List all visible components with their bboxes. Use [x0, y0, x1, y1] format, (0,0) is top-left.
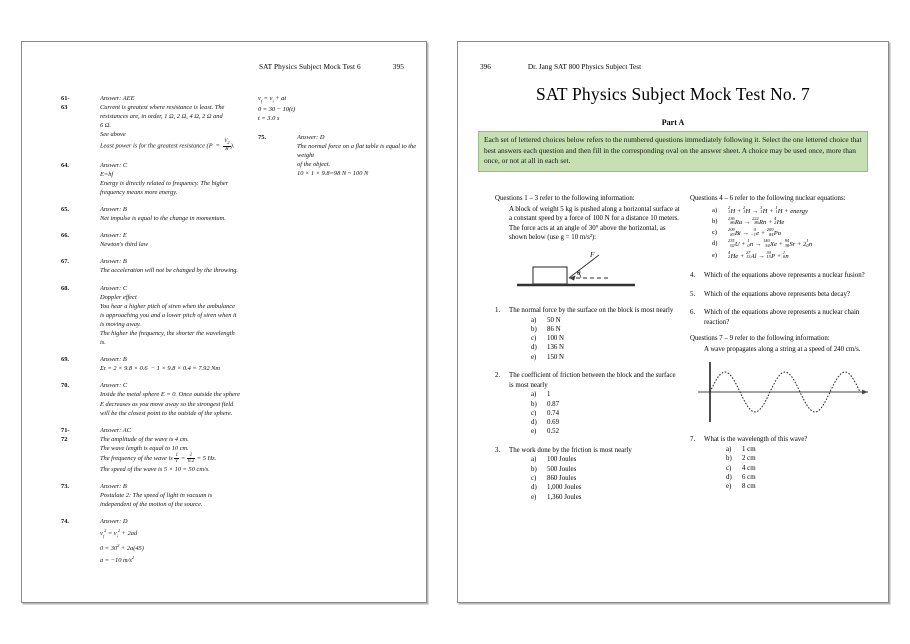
answer-line: a = −10 $m/s^2$ — [100, 555, 135, 565]
answer-line: Inside the metal sphere E = 0. Once outside the sphere — [100, 391, 240, 399]
choice-text: 1 — [547, 391, 551, 399]
choice-text: 0.74 — [547, 409, 560, 417]
answer-line: The higher the frequency, the shorter the wavelength — [100, 329, 235, 337]
svg-text:θ: θ — [577, 268, 581, 277]
answer-entry — [61, 94, 251, 153]
choice-text: 1 cm — [742, 446, 756, 454]
answer-line: The normal force on a flat table is equal to the weight — [297, 142, 418, 159]
answer-number: 74. — [61, 518, 69, 526]
choice-text: 100 Joules — [547, 456, 577, 464]
choice-item[interactable] — [531, 474, 681, 483]
answer-line: Doppler effect — [100, 293, 137, 301]
answer-line: will be the closest point to the outside of the sphere. — [100, 409, 233, 417]
mock-test-title: SAT Physics Subject Mock Test No. 7 — [536, 84, 810, 104]
answer-entry — [61, 284, 251, 348]
choice-list — [509, 390, 681, 436]
choice-letter: e) — [726, 483, 732, 491]
choice-letter: c) — [531, 409, 537, 417]
choice-letter: a) — [531, 391, 537, 399]
answer-line: The wave length is equal to 10 cm. — [100, 444, 189, 452]
equation-line: 0 = 30 − 10(t) — [258, 106, 296, 114]
choice-letter: a) — [531, 456, 537, 464]
choice-letter: e) — [531, 353, 537, 361]
question-item — [495, 446, 681, 502]
answer-entry — [61, 257, 251, 275]
choice-letter: b) — [726, 455, 732, 463]
questions-7-9-heading: Questions 7 – 9 refer to the following information: — [690, 335, 830, 343]
answer-entry — [61, 517, 251, 565]
question-number: 4. — [690, 271, 696, 279]
answer-line: Least power is for the greatest resistance (P = $\frac{V_2}{R}$ ). — [100, 138, 235, 153]
answer-line: Net impulse is equal to the change in momentum. — [100, 215, 226, 223]
left-answers-column-a — [61, 94, 251, 573]
question-item — [495, 306, 681, 362]
choice-text: 50 N — [547, 316, 561, 324]
choice-item[interactable] — [726, 464, 876, 473]
question-text: Which of the equations above represents a nuclear chain reaction? — [704, 309, 860, 326]
answer-number: 73. — [61, 483, 69, 491]
choice-text: 860 Joules — [547, 474, 577, 482]
choice-letter: d) — [531, 484, 537, 492]
answer-line: You hear a higher pitch of siren when the ambulance — [100, 302, 235, 310]
spacer — [690, 327, 876, 334]
equation-body: 4 2 He + 27 13 Al → 30 15 P + 1 0 n — [728, 249, 789, 260]
equation-letter: e) — [712, 251, 718, 259]
right-page-header — [480, 62, 641, 71]
nuclear-equation — [712, 217, 876, 228]
choice-item[interactable] — [531, 493, 681, 502]
spacer — [258, 124, 428, 133]
nuclear-equation — [712, 206, 876, 217]
right-page — [457, 41, 889, 603]
equation-body: 236 86 Ra → 222 86 Rn + 4 2 He — [728, 215, 785, 226]
choice-item[interactable] — [531, 390, 681, 399]
questions-4-6-heading: Questions 4 – 6 refer to the following nuclear equations: — [690, 195, 846, 202]
question-number: 7. — [690, 436, 696, 444]
right-page-number: 396 — [480, 62, 491, 71]
answer-number: 66. — [61, 232, 69, 240]
answer-line: The acceleration will not be changed by the throwing. — [100, 267, 239, 275]
choice-item[interactable] — [531, 400, 681, 409]
choice-item[interactable] — [726, 473, 876, 482]
choice-item[interactable] — [531, 418, 681, 427]
choice-letter: e) — [531, 428, 537, 436]
equation-body: 2 1 H + 2 1 H → 3 1 H + 1 1 H + energy — [728, 204, 808, 215]
question-number: 1. — [495, 306, 501, 314]
choice-letter: c) — [531, 335, 537, 343]
answer-line: E decreases as you move away so the strongest field — [100, 400, 234, 408]
answer-line: Answer: C — [100, 382, 128, 390]
sine-wave-graph — [690, 356, 876, 426]
choice-letter: d) — [531, 419, 537, 427]
choice-item[interactable] — [531, 353, 681, 362]
answer-number: 61- 63 — [61, 95, 70, 112]
question-text: What is the wavelength of this wave? — [704, 436, 808, 444]
choice-list — [509, 455, 681, 501]
answer-line: $0 = 30^2 + 2a(45)$ — [100, 542, 144, 553]
answer-line: Στ = 2 × 9.8 × 0.6 − 1 × 9.8 × 0.4 = 7.92 Nm — [100, 365, 221, 373]
answer-line: Answer: AC — [100, 426, 131, 434]
answer-number: 70. — [61, 382, 69, 390]
left-header-title: SAT Physics Subject Mock Test 6 — [258, 62, 361, 71]
equation-letter: c) — [712, 229, 718, 237]
answer-entry — [61, 482, 251, 509]
choice-item[interactable] — [531, 455, 681, 464]
choice-text: 1,360 Joules — [547, 493, 582, 501]
question-number: 5. — [690, 290, 696, 298]
choice-letter: c) — [726, 464, 732, 472]
answer-line: independent of the motion of the source. — [100, 501, 203, 509]
equation-line: t = 3.0 s — [258, 115, 280, 123]
answer-entry — [61, 381, 251, 417]
instructions-box: Each set of lettered choices below refers to the numbered questions immediately following it. Select the one lettered choice that best answers each question and then fill in the corresponding oval on the answer sheet. A choice may be used once, more than once, or not at all in each set. — [478, 131, 868, 172]
answer-entry — [61, 355, 251, 373]
question-text: Which of the equations above represents a nuclear fusion? — [704, 271, 865, 279]
part-label: Part A — [661, 118, 685, 127]
choice-item[interactable] — [531, 343, 681, 352]
answer-line: Newton's third law — [100, 241, 149, 249]
choice-item[interactable] — [531, 316, 681, 325]
choice-item[interactable] — [726, 445, 876, 454]
choice-list — [509, 316, 681, 362]
answer-line: is moving away. — [100, 320, 142, 328]
answer-line: Answer: C — [100, 284, 128, 292]
question-text: Which of the equations above represents beta decay? — [704, 290, 850, 298]
equation-letter: a) — [712, 206, 718, 214]
left-page-number: 395 — [392, 62, 404, 71]
answer-line: Current is greatest where resistance is least. The — [100, 104, 225, 112]
answer-entry — [61, 231, 251, 249]
answer-line: See above — [100, 131, 126, 139]
choice-text: 1,000 Joules — [547, 484, 582, 492]
equation-letter: d) — [712, 240, 718, 248]
right-page-columns — [458, 194, 888, 602]
choice-text: 100 N — [547, 335, 565, 343]
choice-letter: d) — [726, 473, 732, 481]
answer-number: 68. — [61, 284, 69, 292]
choice-text: 0.87 — [547, 400, 560, 408]
choice-text: 4 cm — [742, 464, 756, 472]
question-item — [690, 435, 876, 491]
answer-line: Postulate 2: The speed of light in vacuum is — [100, 492, 213, 500]
question-item — [495, 371, 681, 437]
answer-line: E=hf — [100, 170, 114, 178]
choice-item[interactable] — [726, 482, 876, 491]
book-title: Dr. Jang SAT 800 Physics Subject Test — [527, 62, 642, 71]
left-page — [21, 41, 427, 603]
question-item — [690, 271, 876, 281]
choice-letter: b) — [531, 400, 537, 408]
answer-number: 64. — [61, 161, 69, 169]
right-column-b — [690, 194, 876, 492]
questions-1-3-heading: Questions 1 – 3 refer to the following information: — [495, 195, 635, 202]
pre-equations — [258, 94, 428, 124]
answer-entry — [61, 205, 251, 223]
equation-body: 209 83 Bi → 0 −1 e + 209 84 Po — [728, 227, 782, 238]
choice-text: 8 cm — [742, 483, 756, 491]
answer-line: Answer: C — [100, 161, 128, 169]
choice-list — [704, 445, 876, 491]
choice-item[interactable] — [531, 334, 681, 343]
question-number: 6. — [690, 309, 696, 317]
choice-text: 0.69 — [547, 419, 560, 427]
answer-number: 69. — [61, 356, 69, 364]
answer-line: is approaching you and a lower pitch of siren when it — [100, 311, 237, 319]
choice-item[interactable] — [531, 483, 681, 492]
choice-letter: a) — [726, 446, 732, 454]
answer-line: Answer: D — [297, 133, 325, 141]
answer-line: The amplitude of the wave is 4 cm. — [100, 435, 189, 443]
nuclear-equation — [712, 239, 876, 250]
choice-item[interactable] — [531, 427, 681, 436]
answer-line: 6 Ω. — [100, 122, 112, 130]
choice-item[interactable] — [531, 465, 681, 474]
question-number: 2. — [495, 372, 501, 380]
choice-text: 2 cm — [742, 455, 756, 463]
choice-letter: e) — [531, 493, 537, 501]
answer-line: Energy is directly related to frequency. The higher — [100, 179, 229, 187]
answer-line: Answer: B — [100, 258, 127, 266]
answer-entry — [258, 133, 428, 178]
answer-entry — [61, 426, 251, 474]
answer-number: 75. — [258, 133, 266, 141]
question-number: 3. — [495, 446, 501, 454]
nuclear-equation-list — [690, 206, 876, 262]
block-on-surface-diagram — [495, 247, 681, 297]
choice-text: 150 N — [547, 353, 565, 361]
answer-line: resistances are, in order, 1 Ω, 2 Ω, 4 Ω, 2 Ω and — [100, 113, 223, 121]
choice-letter: d) — [531, 344, 537, 352]
answer-line: of the object. — [297, 160, 331, 168]
answer-line: Answer: B — [100, 483, 127, 491]
answer-line: Answer: E — [100, 232, 127, 240]
answer-line: 10 × 1 × 9.8=98 N ~ 100 N — [297, 169, 369, 177]
questions-1-3-info: A block of weight 5 kg is pushed along a horizontal surface at a constant speed by a force of 100 N for a distance 10 meters. The force acts at an angle of 30° above the horizontal, as shown below (use g = 10 m/s²): — [509, 205, 680, 242]
choice-text: 86 N — [547, 325, 561, 333]
choice-text: 0.52 — [547, 428, 560, 436]
nuclear-equation — [712, 228, 876, 239]
equation-letter: b) — [712, 217, 718, 225]
answer-line: Answer: D — [100, 518, 128, 526]
question-text: The work done by the friction is most nearly — [509, 446, 632, 454]
question-text: The normal force by the surface on the block is most nearly — [509, 306, 674, 314]
choice-text: 136 N — [547, 344, 565, 352]
choice-letter: b) — [531, 465, 537, 473]
choice-letter: b) — [531, 325, 537, 333]
choice-item[interactable] — [726, 454, 876, 463]
nuclear-equation — [712, 251, 876, 262]
answer-line: Answer: B — [100, 356, 127, 364]
choice-item[interactable] — [531, 409, 681, 418]
question-item — [690, 290, 876, 300]
choice-letter: c) — [531, 474, 537, 482]
answer-line: $v_f^2 = v_i^2 + 2ad$ — [100, 528, 138, 539]
answer-number: 71- 72 — [61, 426, 70, 443]
left-page-header — [22, 62, 404, 71]
answer-number: 67. — [61, 258, 69, 266]
answer-number: 65. — [61, 205, 69, 213]
choice-letter: a) — [531, 316, 537, 324]
choice-item[interactable] — [531, 325, 681, 334]
question-item — [690, 308, 876, 327]
answer-entry — [61, 161, 251, 197]
answer-line: Answer: AEE — [100, 95, 135, 102]
choice-text: 6 cm — [742, 473, 756, 481]
equation-body: 235 92 U + 1 0 n → 140 54 Xe + 94 38 Sr + 2 1 0 n — [728, 238, 813, 249]
questions-7-9-info: A wave propagates along a string at a speed of 240 cm/s. — [704, 345, 861, 353]
svg-text:F: F — [590, 249, 595, 259]
answer-line: Answer: B — [100, 205, 127, 213]
choice-text: 500 Joules — [547, 465, 577, 473]
question-text: The coefficient of friction between the block and the surface is most nearly — [509, 372, 676, 389]
answer-line: The frequency of the wave is $\frac{1}{T}$ = $\frac{1}{0.2}$ = 5 Hz. — [100, 452, 217, 465]
right-column-a — [495, 194, 681, 502]
answer-line: frequency means more energy. — [100, 188, 178, 196]
equation-line: $v_f = v_i$ + at — [258, 95, 287, 104]
left-answers-column-b — [258, 94, 428, 186]
answer-line: The speed of the wave is 5 × 10 = 50 cm/s. — [100, 465, 210, 473]
answer-line: is. — [100, 339, 106, 347]
